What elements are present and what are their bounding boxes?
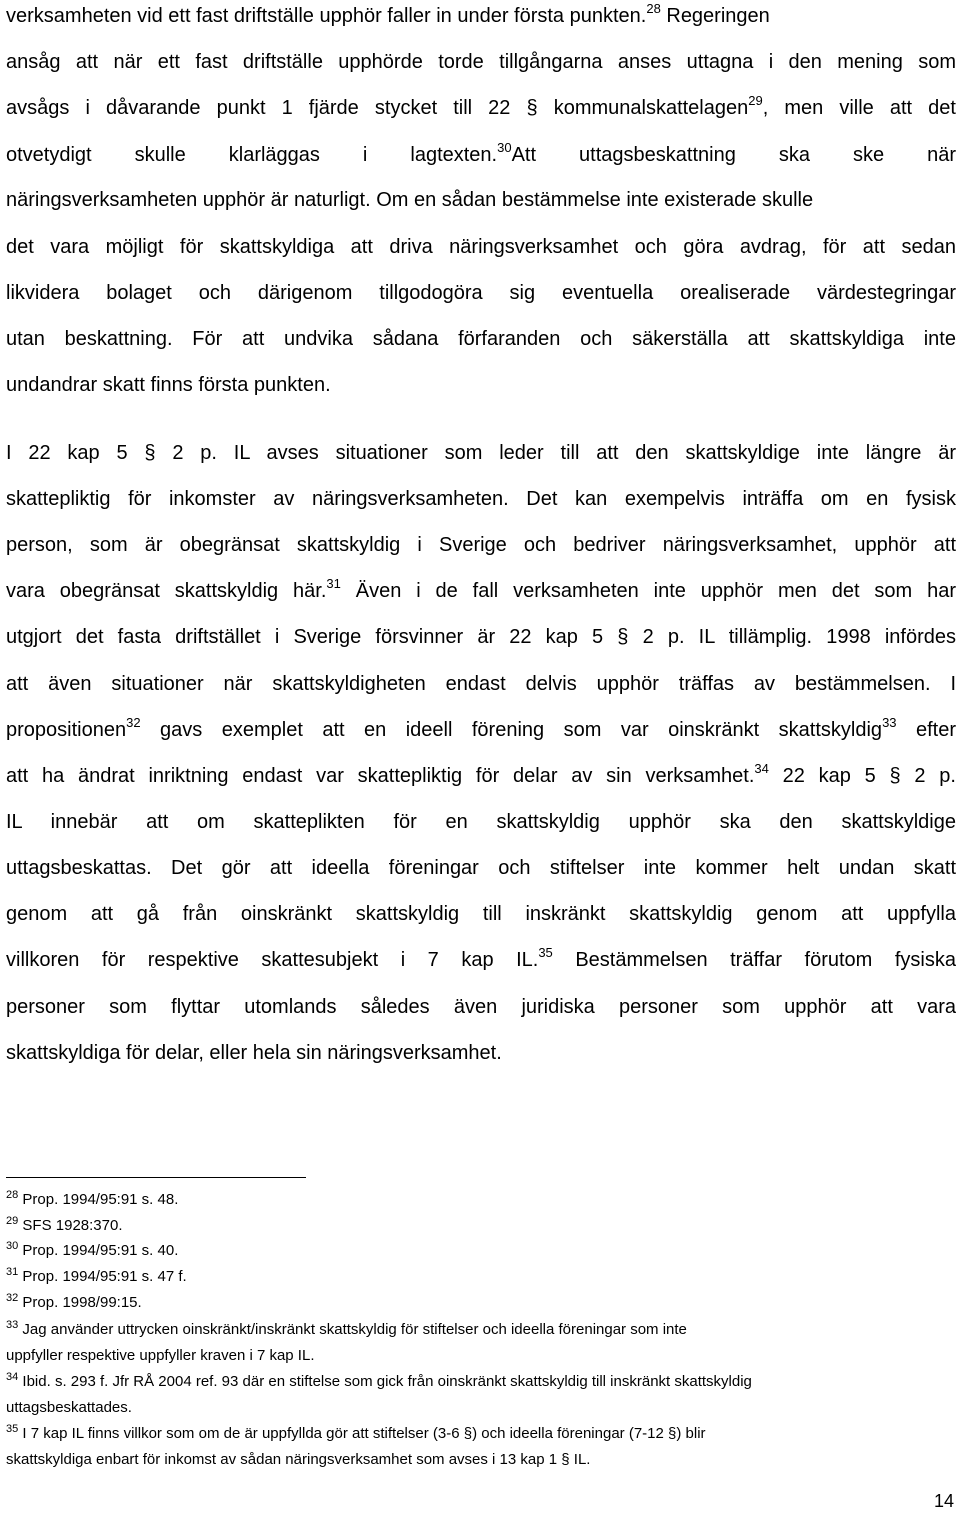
body-text-run: Regeringen <box>660 5 770 27</box>
footnote <box>6 1190 956 1210</box>
body-text-run: utan beskattning. För att undvika sådana förfaranden och säkerställa att skattskyldiga inte <box>6 328 956 350</box>
footnote-number: 34 <box>6 1371 19 1383</box>
body-line <box>6 94 956 122</box>
footnote-separator <box>6 1177 306 1178</box>
footnote-ref[interactable]: 29 <box>748 93 763 108</box>
body-text-run: verksamheten vid ett fast driftställe upphör faller in under första punkten. <box>6 5 647 27</box>
footnote-text: uttagsbeskattades. <box>6 1399 132 1416</box>
body-text-run: ansåg att när ett fast driftställe upphörde torde tillgångarna anses uttagna i den mening som <box>6 51 956 73</box>
footnote <box>6 1398 956 1418</box>
body-text-run: vara obegränsat skattskyldig här. <box>6 580 327 602</box>
footnote-text: Jag använder uttrycken oinskränkt/inskränkt skattskyldig för stiftelser och ideella föreningar som inte <box>22 1321 687 1338</box>
body-text-run: uttagsbeskattas. Det gör att ideella föreningar och stiftelser inte kommer helt undan skatt <box>6 857 956 879</box>
body-line <box>6 141 956 169</box>
body-line <box>6 531 956 559</box>
body-line <box>6 900 956 928</box>
footnote-ref[interactable]: 28 <box>646 1 661 16</box>
body-line <box>6 716 956 744</box>
body-line <box>6 808 956 836</box>
footnote <box>6 1346 956 1366</box>
body-text-run: utgjort det fasta driftstället i Sverige försvinner är 22 kap 5 § 2 p. IL tillämplig. 1998 infördes <box>6 626 956 648</box>
body-text-run: att ha ändrat inriktning endast var skattepliktig för delar av sin verksamhet. <box>6 765 755 787</box>
body-text-run: villkoren för respektive skattesubjekt i 7 kap IL. <box>6 949 539 971</box>
footnote-number: 32 <box>6 1292 19 1304</box>
body-text-run: IL innebär att om skatteplikten för en skattskyldig upphör ska den skattskyldige <box>6 811 956 833</box>
body-text-run: skattskyldiga för delar, eller hela sin näringsverksamhet. <box>6 1042 502 1064</box>
footnote-ref[interactable]: 35 <box>538 945 553 960</box>
footnote-text: SFS 1928:370. <box>22 1217 123 1234</box>
body-text-run: att även situationer när skattskyldigheten endast delvis upphör träffas av bestämmelsen. I <box>6 673 956 695</box>
body-line <box>6 485 956 513</box>
body-text-run: gavs exemplet att en ideell förening som var oinskränkt skattskyldig <box>140 719 883 741</box>
body-text-run: näringsverksamheten upphör är naturligt. Om en sådan bestämmelse inte existerade skulle <box>6 189 814 211</box>
body-text-run: genom att gå från oinskränkt skattskyldig till inskränkt skattskyldig genom att uppfylla <box>6 903 956 925</box>
footnote-ref[interactable]: 32 <box>126 715 141 730</box>
body-text-run: undandrar skatt finns första punkten. <box>6 374 331 396</box>
footnote-number: 30 <box>6 1240 19 1252</box>
body-text-run: det vara möjligt för skattskyldiga att driva näringsverksamhet och göra avdrag, för att sedan <box>6 236 956 258</box>
body-line <box>6 233 956 261</box>
body-text-run: Även i de fall verksamheten inte upphör men det som har <box>340 580 957 602</box>
footnote <box>6 1372 956 1392</box>
body-line <box>6 439 956 467</box>
footnote-number: 31 <box>6 1266 19 1278</box>
footnote <box>6 1450 956 1470</box>
body-line <box>6 670 956 698</box>
footnote-text: Prop. 1994/95:91 s. 40. <box>22 1242 179 1259</box>
body-text-run: skattepliktig för inkomster av näringsverksamheten. Det kan exempelvis inträffa om en fysisk <box>6 488 956 510</box>
body-text-run: Att uttagsbeskattning ska ske när <box>511 144 956 166</box>
body-text-run: , men ville att det <box>762 97 956 119</box>
body-line <box>6 1039 956 1067</box>
footnote <box>6 1424 956 1444</box>
body-line <box>6 577 956 605</box>
footnote-text: Prop. 1994/95:91 s. 48. <box>22 1191 179 1208</box>
footnote-text: skattskyldiga enbart för inkomst av sådan näringsverksamhet som avses i 13 kap 1 § IL. <box>6 1451 591 1468</box>
footnote-text: Ibid. s. 293 f. Jfr RÅ 2004 ref. 93 där en stiftelse som gick från oinskränkt skattskyldig till inskränkt skattskyldig <box>22 1373 752 1390</box>
body-line <box>6 762 956 790</box>
footnote <box>6 1293 956 1313</box>
body-text-run: efter <box>896 719 957 741</box>
footnote-ref[interactable]: 33 <box>882 715 897 730</box>
footnote-ref[interactable]: 34 <box>754 761 769 776</box>
body-text-run: person, som är obegränsat skattskyldig i Sverige och bedriver näringsverksamhet, upphör att <box>6 534 956 556</box>
body-text-run: 22 kap 5 § 2 p. <box>768 765 956 787</box>
body-text-run: propositionen <box>6 719 127 741</box>
footnote <box>6 1241 956 1261</box>
body-text-run: otvetydigt skulle klarläggas i lagtexten. <box>6 144 498 166</box>
footnote-text: Prop. 1998/99:15. <box>22 1294 142 1311</box>
body-line <box>6 325 956 353</box>
body-line <box>6 186 956 214</box>
body-line <box>6 854 956 882</box>
footnote-text: I 7 kap IL finns villkor som om de är uppfyllda gör att stiftelser (3-6 §) och ideella föreningar (7-12 §) blir <box>22 1425 706 1442</box>
footnote-number: 35 <box>6 1423 19 1435</box>
footnote-ref[interactable]: 31 <box>326 576 341 591</box>
footnote-number: 29 <box>6 1215 19 1227</box>
body-line <box>6 946 956 974</box>
body-line <box>6 2 956 30</box>
body-line <box>6 48 956 76</box>
footnote <box>6 1267 956 1287</box>
body-text-run: avsågs i dåvarande punkt 1 fjärde stycket till 22 § kommunalskattelagen <box>6 97 749 119</box>
body-text-run: Bestämmelsen träffar förutom fysiska <box>552 949 956 971</box>
footnote <box>6 1320 956 1340</box>
footnote-text: Prop. 1994/95:91 s. 47 f. <box>22 1268 187 1285</box>
footnote-number: 28 <box>6 1189 19 1201</box>
footnote-ref[interactable]: 30 <box>497 140 512 155</box>
body-line <box>6 371 956 399</box>
body-text-run: I 22 kap 5 § 2 p. IL avses situationer som leder till att den skattskyldige inte längre är <box>6 442 956 464</box>
page-number: 14 <box>934 1491 955 1511</box>
body-text-run: personer som flyttar utomlands således även juridiska personer som upphör att vara <box>6 996 956 1018</box>
footnote-text: uppfyller respektive uppfyller kraven i 7 kap IL. <box>6 1347 315 1364</box>
body-line <box>6 623 956 651</box>
body-line <box>6 993 956 1021</box>
body-line <box>6 279 956 307</box>
body-text-run: likvidera bolaget och därigenom tillgodogöra sig eventuella orealiserade värdestegringar <box>6 282 956 304</box>
footnote <box>6 1216 956 1236</box>
footnote-number: 33 <box>6 1319 19 1331</box>
